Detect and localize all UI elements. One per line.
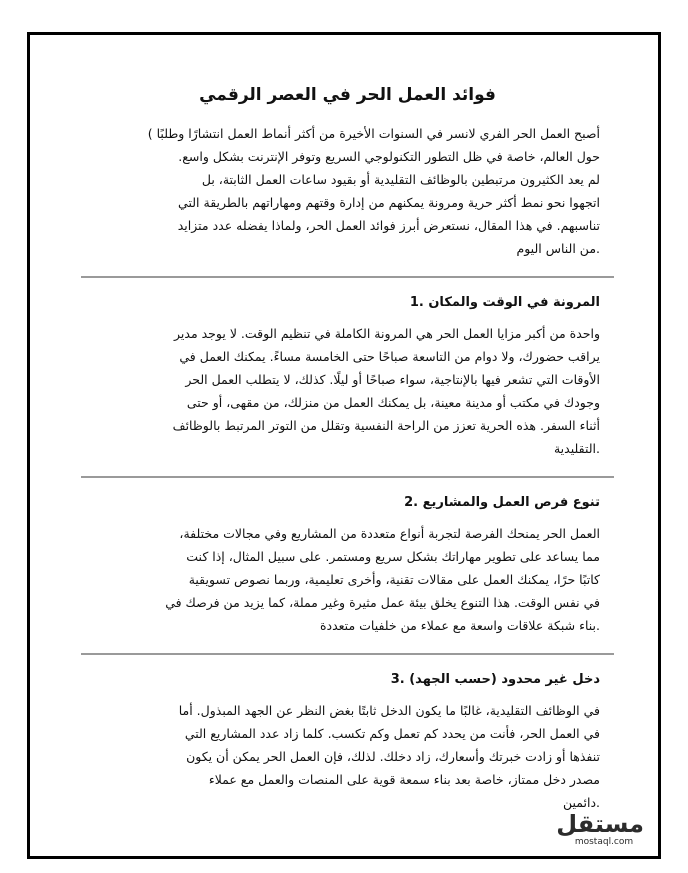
paragraph-line: .التقليدية xyxy=(553,441,600,456)
paragraph-line: في العمل الحر، فأنت من يحدد كم تعمل وكم تكسب. كلما زاد عدد المشاريع التي xyxy=(184,726,600,741)
paragraph-line: وجودك في مكتب أو مدينة معينة، بل يمكنك العمل من منزلك، من مقهى، أو حتى xyxy=(186,395,600,410)
paragraph-line: العمل الحر يمنحك الفرصة لتجربة أنواع متعددة من المشاريع وفي مجالات مختلفة، xyxy=(179,526,600,541)
intro-line: اتجهوا نحو نمط أكثر حرية ومرونة يمكنهم من إدارة وقتهم ومهاراتهم بالطريقة التي xyxy=(178,195,600,210)
mostaql-watermark xyxy=(556,810,644,847)
section-income xyxy=(95,667,600,814)
paragraph-line: في الوظائف التقليدية، غالبًا ما يكون الدخل ثابتًا بغض النظر عن الجهد المبذول. أما xyxy=(178,703,600,718)
intro-line: .من الناس اليوم xyxy=(516,241,600,256)
document-title: فوائد العمل الحر في العصر الرقمي xyxy=(199,85,496,105)
paragraph-line: مما يساعد على تطوير مهاراتك بشكل سريع ومستمر. على سبيل المثال، إذا كنت xyxy=(186,549,600,564)
section-divider xyxy=(81,653,614,655)
section-paragraph xyxy=(95,322,600,460)
intro-line: أصبح العمل الحر الفري لانسر في السنوات الأخيرة من أكثر أنماط العمل انتشارًا وطلبًا ) xyxy=(147,126,600,141)
paragraph-line: .دائمين xyxy=(562,795,600,810)
paragraph-line: يراقب حضورك، ولا دوام من التاسعة صباحًا حتى الخامسة مساءً. يمكنك العمل في xyxy=(179,349,600,364)
intro-line: تناسبهم. في هذا المقال، نستعرض أبرز فوائد العمل الحر، ولماذا يفضله عدد متزايد xyxy=(177,218,600,233)
paragraph-line: الأوقات التي تشعر فيها بالإنتاجية، سواء صباحًا أو ليلًا. كذلك، لا يتطلب العمل الحر xyxy=(185,372,600,387)
mostaql-logo: مستقل xyxy=(556,810,644,838)
paragraph-line: تنفذها أو زادت خبرتك وأسعارك، زاد دخلك. لذلك، فإن العمل الحر يمكن أن يكون xyxy=(186,749,600,764)
section-heading: دخل غير محدود (حسب الجهد) .3 xyxy=(390,672,600,687)
section-paragraph xyxy=(95,699,600,814)
section-heading: المرونة في الوقت والمكان .1 xyxy=(409,295,600,310)
paragraph-line: مصدر دخل ممتاز، خاصة بعد بناء سمعة قوية على المنصات والعمل مع عملاء xyxy=(208,772,600,787)
section-variety xyxy=(95,490,600,637)
paragraph-line: .بناء شبكة علاقات واسعة مع عملاء من خلفيات متعددة xyxy=(319,618,600,633)
intro-line: حول العالم، خاصة في ظل التطور التكنولوجي السريع وتوفر الإنترنت بشكل واسع. xyxy=(178,149,600,164)
watermark-domain: mostaql.com xyxy=(574,837,634,847)
section-divider xyxy=(81,276,614,278)
section-flexibility xyxy=(95,290,600,460)
document-content xyxy=(95,78,600,814)
section-heading: تنوع فرص العمل والمشاريع .2 xyxy=(404,495,600,510)
section-divider xyxy=(81,476,614,478)
paragraph-line: في نفس الوقت. هذا التنوع يخلق بيئة عمل مثيرة وغير مملة، كما يزيد من فرصك في xyxy=(165,595,600,610)
intro-line: لم يعد الكثيرون مرتبطين بالوظائف التقليدية أو بقيود ساعات العمل الثابتة، بل xyxy=(201,172,600,187)
paragraph-line: أثناء السفر. هذه الحرية تعزز من الراحة النفسية وتقلل من التوتر المرتبط بالوظائف xyxy=(172,418,600,433)
paragraph-line: كاتبًا حرًا، يمكنك العمل على مقالات تقنية، وأخرى تعليمية، وربما نصوص تسويقية xyxy=(188,572,600,587)
intro-paragraph xyxy=(95,122,600,260)
section-paragraph xyxy=(95,522,600,637)
paragraph-line: واحدة من أكبر مزايا العمل الحر هي المرونة الكاملة في تنظيم الوقت. لا يوجد مدير xyxy=(174,326,600,341)
